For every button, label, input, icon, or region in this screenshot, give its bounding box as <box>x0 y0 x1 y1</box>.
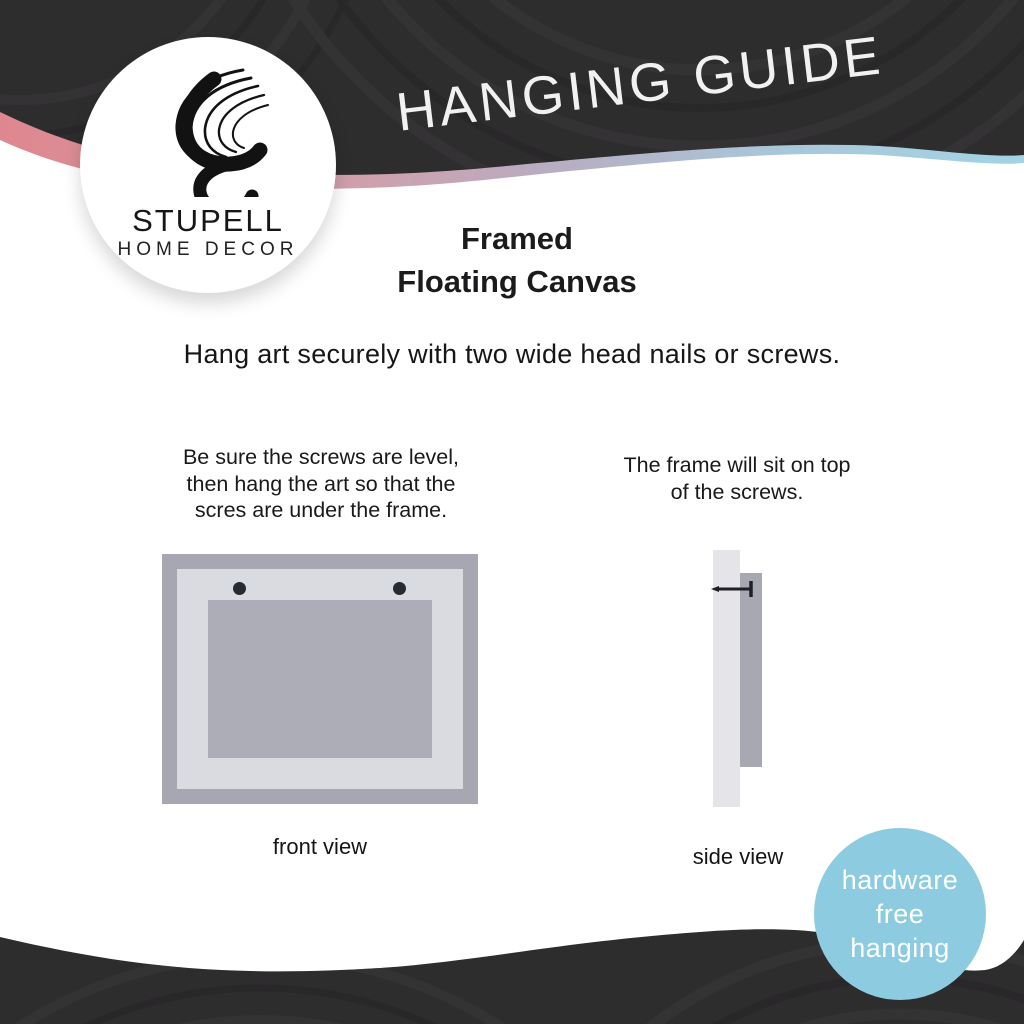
badge-line: hanging <box>850 933 950 963</box>
side-view-instruction <box>546 452 928 505</box>
front-instruction-line: Be sure the screws are level, <box>182 445 460 469</box>
s-swoosh-icon <box>144 67 270 197</box>
badge-line: hardware <box>841 865 959 895</box>
page-title: HANGING GUIDE <box>393 25 887 143</box>
front-view-caption: front view <box>272 834 368 859</box>
hardware-free-badge <box>814 828 986 1000</box>
badge-line: free <box>875 899 925 929</box>
screw-dot <box>233 582 246 595</box>
frame-mat <box>177 569 463 789</box>
product-line-2: Floating Canvas <box>397 264 637 299</box>
frame-canvas <box>208 600 432 758</box>
side-instruction-line: of the screws. <box>670 479 804 504</box>
side-view-caption: side view <box>692 844 784 869</box>
brand-subtitle: HOME DECOR <box>117 239 299 260</box>
product-line-1: Framed <box>461 221 573 256</box>
front-instruction-line: then hang the art so that the <box>186 471 456 496</box>
front-instruction-line: scres are under the frame. <box>194 498 448 522</box>
brand-logo-circle <box>80 37 336 293</box>
front-view-diagram <box>162 554 478 804</box>
screw-dot <box>393 582 406 595</box>
side-view-canvas-bar <box>740 573 762 767</box>
side-instruction-line: The frame will sit on top <box>623 453 851 477</box>
brand-name: STUPELL <box>132 203 284 238</box>
front-view-instruction <box>130 444 512 524</box>
nail-icon <box>708 578 760 600</box>
intro-text: Hang art securely with two wide head nails or screws. <box>183 339 841 369</box>
